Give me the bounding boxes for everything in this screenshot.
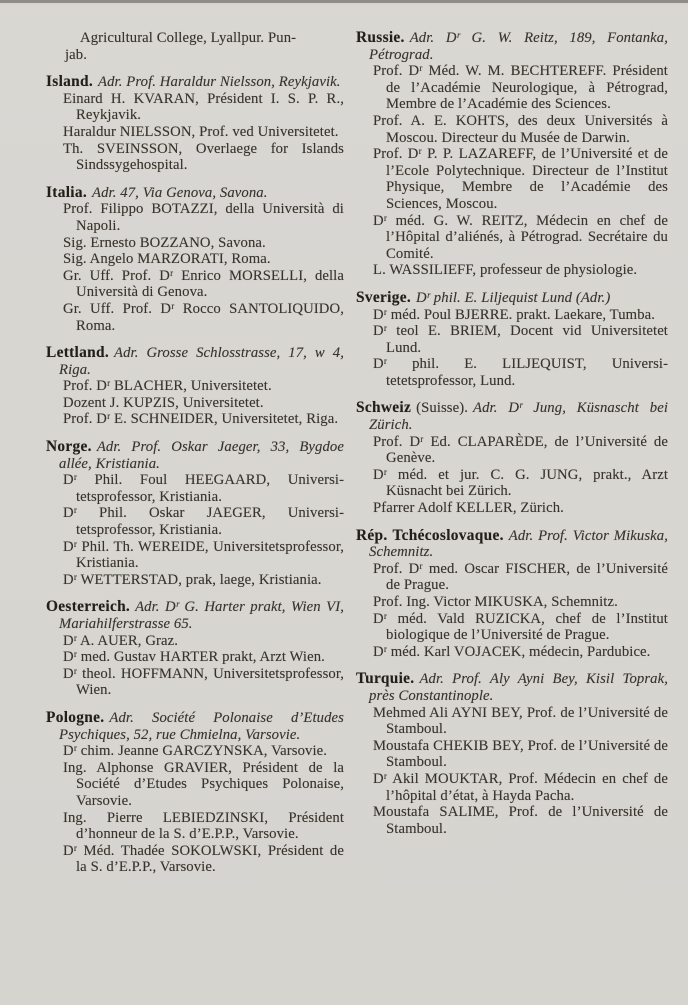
member-entry: Dʳ phil. E. LILJEQUIST, Universitetetsprofessor, Lund. [373, 356, 668, 389]
right-column [356, 30, 668, 995]
section-address: Adr. Dʳ Jung, Küsnascht bei Zürich. [369, 400, 668, 434]
section-heading [356, 290, 668, 307]
member-entry: Dʳ Méd. Thadée SOKOLWSKI, Président de la S. d’E.P.P., Varsovie. [63, 842, 344, 876]
country-name: Island. [46, 73, 94, 91]
member-entry: Sig. Angelo MARZORATI, Roma. [63, 251, 271, 268]
section-address: Adr. Société Polonaise d’Etudes Psychiques, 52, rue Chmielna, Varsovie. [59, 709, 344, 743]
member-entry: Dʳ Phil. Th. WEREIDE, Universitetsprofessor, Kristiania. [63, 538, 344, 572]
country-name: Schweiz [356, 399, 412, 417]
member-entry: Ing. Pierre LEBIEDZINSKI, Président d’honneur de la S. d’E.P.P., Varsovie. [63, 809, 344, 843]
member-entry: Dʳ méd. G. W. REITZ, Médecin en chef de l’Hôpital d’aliénés, à Pétrograd. Secrétaire du Comité. [373, 212, 668, 262]
country-section [46, 345, 344, 428]
continuation-line: jab. [65, 46, 88, 63]
section-heading [46, 599, 344, 632]
member-entry: Dʳ chim. Jeanne GARCZYNSKA, Varsovie. [63, 743, 328, 760]
country-name: Italia. [46, 183, 88, 201]
member-entry: Prof. A. E. KOHTS, des deux Universités à Moscou. Directeur du Musée de Darwin. [373, 112, 668, 146]
member-entry: Dʳ A. AUER, Graz. [63, 632, 179, 649]
country-section [46, 439, 344, 588]
member-entry: Ing. Alphonse GRAVIER, Président de la Société d’Etudes Psychiques Polonaise, Varsovie. [63, 759, 344, 809]
member-entry: Dʳ Akil MOUKTAR, Prof. Médecin en chef de l’hôpital d’état, à Hayda Pacha. [373, 770, 668, 804]
left-column [46, 30, 344, 995]
section-heading [46, 345, 344, 378]
country-section [46, 710, 344, 876]
member-entry: Gr. Uff. Prof. Dʳ Rocco SANTOLIQUIDO, Roma. [63, 300, 344, 334]
member-entry: Dʳ Phil. Foul HEEGAARD, Universitetsprofessor, Kristiania. [63, 472, 344, 505]
section-address: Adr. Prof. Victor Mikuska, Schemnitz. [369, 527, 669, 561]
country-section [46, 185, 344, 334]
country-name: Russie. [356, 29, 405, 46]
country-section [356, 400, 668, 516]
member-entry: Dʳ WETTERSTAD, prak, laege, Kristiania. [63, 571, 322, 588]
member-entry: Dʳ méd. Poul BJERRE. prakt. Laekare, Tumba. [373, 306, 656, 323]
member-entry: Dʳ theol. HOFFMANN, Universitetsprofessor, Wien. [63, 665, 344, 699]
member-entry: Prof. Dʳ P. P. LAZAREFF, de l’Université et de l’Ecole Polytechnique. Directeur de l’Institut Physique, Membre de l’Académie des Sciences, Moscou. [373, 146, 668, 212]
member-entry: Dʳ med. Gustav HARTER prakt, Arzt Wien. [63, 649, 325, 666]
section-heading [356, 400, 668, 433]
section-address: Adr. Prof. Haraldur Nielsson, Reykjavik. [98, 74, 341, 91]
member-entry: Dʳ Phil. Oskar JAEGER, Universitetsprofessor, Kristiania. [63, 505, 344, 539]
section-address: Adr. Grosse Schlosstrasse, 17, w 4, Riga. [59, 345, 344, 378]
member-entry: Dʳ méd. et jur. C. G. JUNG, prakt., Arzt Küsnacht bei Zürich. [373, 466, 668, 500]
section-heading [46, 439, 344, 472]
member-entry: Th. SVEINSSON, Overlaege for Islands Sindssygehospital. [63, 140, 344, 174]
member-entry: Moustafa CHEKIB BEY, Prof. de l’Université de Stamboul. [373, 737, 668, 771]
country-section [356, 30, 668, 279]
section-heading [356, 30, 668, 63]
section-heading [356, 671, 668, 704]
section-address: Adr. 47, Via Genova, Savona. [92, 184, 268, 201]
country-section [356, 671, 668, 837]
section-address: Adr. Prof. Oskar Jaeger, 33, Bygdoe allée, Kristiania. [59, 439, 344, 472]
member-entry: Haraldur NIELSSON, Prof. ved Universitetet. [63, 123, 339, 140]
country-section [356, 290, 668, 390]
country-name: Pologne. [46, 708, 105, 726]
section-heading [46, 185, 344, 202]
section-heading [46, 710, 344, 743]
country-section [46, 599, 344, 699]
member-entry: Einard H. KVARAN, Président I. S. P. R., Reykjavik. [63, 90, 344, 124]
section-address: Adr. Dʳ G. Harter prakt, Wien VI, Mariahilferstrasse 65. [59, 599, 344, 632]
member-entry: Gr. Uff. Prof. Dʳ Enrico MORSELLI, della Università di Genova. [63, 267, 344, 301]
country-name: Norge. [46, 438, 92, 456]
country-section [356, 528, 668, 661]
section-address: Dʳ phil. E. Liljequist Lund (Adr.) [415, 289, 611, 306]
member-entry: Dʳ méd. Vald RUZICKA, chef de l’Institut biologique de l’Université de Prague. [373, 610, 668, 644]
member-entry: Sig. Ernesto BOZZANO, Savona. [63, 234, 266, 251]
section-address: Adr. Dʳ G. W. Reitz, 189, Fontanka, Pétrograd. [369, 30, 668, 63]
member-entry: Prof. Dʳ BLACHER, Universitetet. [63, 378, 272, 395]
member-entry: Mehmed Ali AYNI BEY, Prof. de l’Université de Stamboul. [373, 704, 668, 738]
member-entry: Prof. Dʳ Ed. CLAPARÈDE, de l’Université de Genève. [373, 433, 668, 467]
member-entry: Pfarrer Adolf KELLER, Zürich. [373, 500, 564, 517]
member-entry: Prof. Filippo BOTAZZI, della Università di Napoli. [63, 201, 344, 234]
country-suffix: (Suisse). [416, 400, 469, 417]
continuation-line: Agricultural College, Lyallpur. Pun- [80, 30, 297, 46]
member-entry: Dʳ teol E. BRIEM, Docent vid Universitetet Lund. [373, 323, 668, 356]
member-entry: Moustafa SALIME, Prof. de l’Université de Stamboul. [373, 804, 668, 837]
section-heading [356, 528, 668, 561]
country-name: Turquie. [356, 670, 415, 688]
member-entry: Prof. Ing. Victor MIKUSKA, Schemnitz. [373, 594, 618, 610]
member-entry: L. WASSILIEFF, professeur de physiologie. [373, 262, 638, 279]
member-entry: Dozent J. KUPZIS, Universitetet. [63, 394, 264, 411]
member-entry: Dʳ méd. Karl VOJACEK, médecin, Pardubice. [373, 643, 651, 660]
section-address: Adr. Prof. Aly Ayni Bey, Kisil Toprak, près Constantinople. [369, 671, 668, 704]
country-name: Sverige. [356, 288, 411, 306]
member-entry: Prof. Dʳ E. SCHNEIDER, Universitetet, Riga. [63, 411, 339, 428]
section-heading [46, 74, 344, 91]
country-name: Oesterreich. [46, 598, 131, 616]
member-entry: Prof. Dʳ Méd. W. M. BECHTEREFF. Président de l’Académie Neurologique, à Pétrograd, Membre de l’Académie des Sciences. [373, 63, 668, 113]
member-entry: Prof. Dʳ med. Oscar FISCHER, de l’Université de Prague. [373, 560, 668, 594]
scan-top-edge [0, 0, 688, 3]
country-name: Rép. Tchécoslovaque. [356, 526, 504, 544]
country-section [46, 74, 344, 174]
country-name: Lettland. [46, 344, 109, 362]
continuation-paragraph [46, 30, 344, 63]
